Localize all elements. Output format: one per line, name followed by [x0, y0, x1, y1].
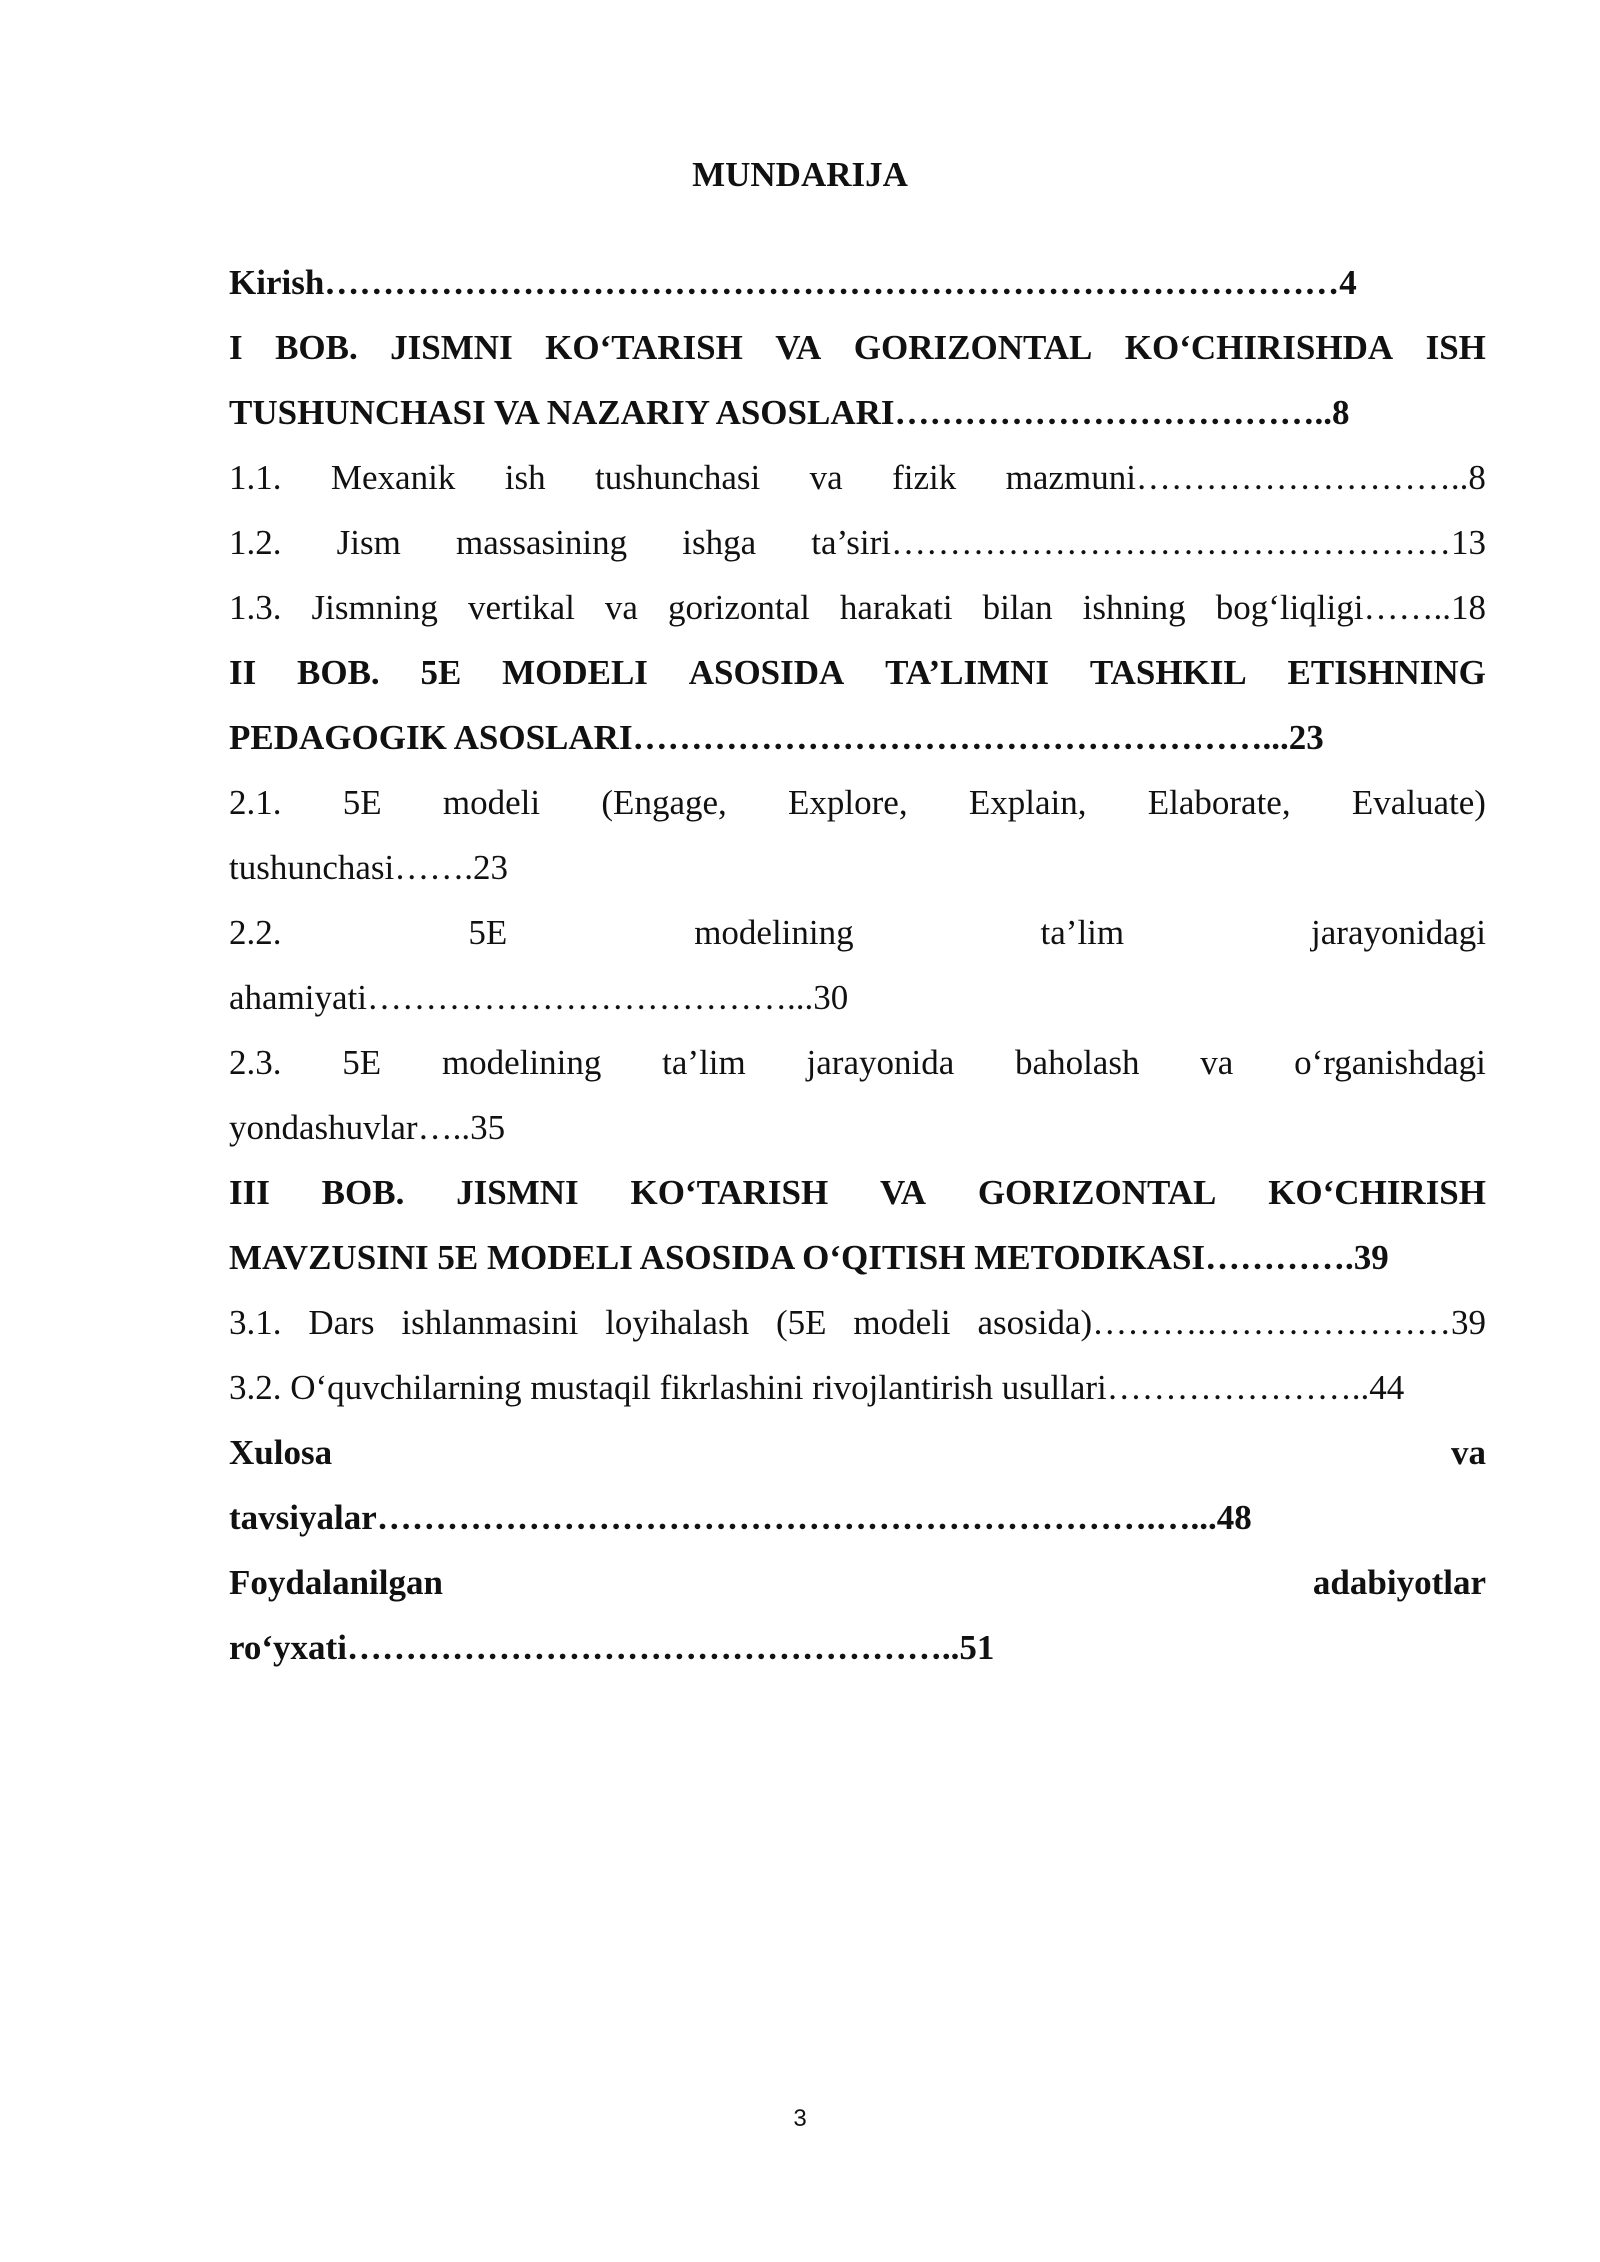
toc-word: KO‘CHIRISH: [1268, 1173, 1486, 1212]
toc-entry-sec-1-3: [229, 583, 1486, 648]
toc-line: [229, 1428, 1486, 1493]
toc-word: 3.1.: [229, 1303, 282, 1342]
toc-word: harakati: [839, 588, 953, 627]
toc-line: [229, 323, 1486, 388]
toc-word: TA’LIMNI: [885, 653, 1050, 692]
toc-line: [229, 1168, 1486, 1233]
toc-word: 5E: [420, 653, 462, 692]
toc-word: bilan: [982, 588, 1053, 627]
toc-word: va: [1200, 1043, 1234, 1082]
toc-word: I: [229, 328, 243, 367]
toc-line: [229, 1363, 1486, 1428]
toc-word: tushunchasi: [595, 458, 761, 497]
toc-word: GORIZONTAL: [853, 328, 1093, 367]
toc-word: yondashuvlar…..35: [229, 1108, 506, 1147]
toc-word: mazmuni………………………..8: [1005, 458, 1486, 497]
toc-word: tavsiyalar………………………………………………………….…...48: [229, 1498, 1252, 1537]
toc-word: (5E: [775, 1303, 827, 1342]
toc-word: Xulosa: [229, 1433, 333, 1472]
toc-line: [229, 648, 1486, 713]
toc-word: va: [604, 588, 638, 627]
toc-line: [229, 778, 1486, 843]
toc-entry-kirish: [229, 258, 1486, 323]
toc-word: asosida)……….…………………39: [977, 1303, 1486, 1342]
toc-word: KO‘CHIRISHDA: [1124, 328, 1394, 367]
toc-word: fizik: [892, 458, 957, 497]
toc-word: va: [809, 458, 843, 497]
toc-entry-sec-2-1: [229, 778, 1486, 908]
toc-line: [229, 908, 1486, 973]
toc-line: [229, 1233, 1486, 1298]
toc-word: TUSHUNCHASI VA NAZARIY ASOSLARI………………………………..8: [229, 393, 1350, 432]
toc-word: GORIZONTAL: [977, 1173, 1217, 1212]
toc-word: Foydalanilgan: [229, 1563, 443, 1602]
toc-word: modelining: [441, 1043, 602, 1082]
toc-line: [229, 258, 1486, 323]
toc-word: Explain,: [968, 783, 1087, 822]
toc-word: ISH: [1425, 328, 1486, 367]
toc-word: modelining: [694, 913, 854, 952]
toc-word: Jismning: [311, 588, 438, 627]
toc-line: [229, 1493, 1486, 1558]
toc-line: [229, 388, 1486, 453]
toc-word: Mexanik: [330, 458, 456, 497]
toc-word: jarayonidagi: [1311, 913, 1486, 952]
toc-word: gorizontal: [667, 588, 810, 627]
toc-word: Explore,: [788, 783, 908, 822]
toc-word: 5E: [342, 783, 382, 822]
toc-line: [229, 1623, 1486, 1688]
toc-line: [229, 843, 1486, 908]
toc-word: baholash: [1015, 1043, 1140, 1082]
toc-line: [229, 583, 1486, 648]
toc-word: va: [1451, 1433, 1486, 1472]
page-title: MUNDARIJA: [692, 155, 908, 194]
toc-word: 1.1.: [229, 458, 282, 497]
toc-line: [229, 1103, 1486, 1168]
toc-word: BOB.: [275, 328, 358, 367]
toc-word: Elaborate,: [1147, 783, 1291, 822]
toc-word: modeli: [853, 1303, 951, 1342]
toc-word: JISMNI: [390, 328, 513, 367]
toc-line: [229, 1298, 1486, 1363]
toc-word: (Engage,: [601, 783, 727, 822]
toc-word: MAVZUSINI 5E MODELI ASOSIDA O‘QITISH METODIKASI………….39: [229, 1238, 1389, 1277]
toc-word: ishga: [682, 523, 757, 562]
toc-entry-adabiyotlar: [229, 1558, 1486, 1688]
toc-word: ishlanmasini: [401, 1303, 579, 1342]
toc-word: Kirish……………………………………………………………………………4: [229, 263, 1357, 302]
toc-entry-sec-1-2: [229, 518, 1486, 583]
toc-word: PEDAGOGIK ASOSLARI………………………………………………...23: [229, 718, 1324, 757]
toc-entry-sec-2-3: [229, 1038, 1486, 1168]
toc-entry-sec-1-1: [229, 453, 1486, 518]
toc-word: bog‘liqligi……..18: [1215, 588, 1486, 627]
toc-word: ETISHNING: [1287, 653, 1486, 692]
toc-entry-sec-3-1: [229, 1298, 1486, 1363]
toc-line: [229, 713, 1486, 778]
toc-word: Evaluate): [1351, 783, 1486, 822]
toc-word: KO‘TARISH: [545, 328, 743, 367]
toc-word: ta’siri…………………………………………13: [811, 523, 1486, 562]
toc-word: III: [229, 1173, 270, 1212]
toc-word: tushunchasi…….23: [229, 848, 509, 887]
toc-word: Jism: [336, 523, 401, 562]
toc-word: vertikal: [467, 588, 575, 627]
toc-word: jarayonida: [806, 1043, 955, 1082]
toc-word: VA: [775, 328, 822, 367]
toc-word: BOB.: [321, 1173, 405, 1212]
toc-word: o‘rganishdagi: [1294, 1043, 1486, 1082]
toc-word: loyihalash: [605, 1303, 750, 1342]
toc-entry-sec-2-2: [229, 908, 1486, 1038]
toc-entry-sec-3-2: [229, 1363, 1486, 1428]
toc-word: ta’lim: [662, 1043, 746, 1082]
toc-word: ahamiyati………………………………...30: [229, 978, 849, 1017]
toc-line: [229, 973, 1486, 1038]
toc-word: 3.2. O‘quvchilarning mustaqil fikrlashini rivojlantirish usullari…………………..44: [229, 1368, 1405, 1407]
toc-entry-bob-3: [229, 1168, 1486, 1298]
toc-word: 2.3.: [229, 1043, 282, 1082]
toc-word: 1.2.: [229, 523, 282, 562]
toc-word: II: [229, 653, 257, 692]
toc-line: [229, 453, 1486, 518]
toc-word: massasining: [455, 523, 628, 562]
toc-word: TASHKIL: [1089, 653, 1247, 692]
toc-line: [229, 1038, 1486, 1103]
toc-word: JISMNI: [456, 1173, 579, 1212]
table-of-contents: [229, 258, 1486, 1688]
toc-word: VA: [879, 1173, 927, 1212]
toc-line: [229, 518, 1486, 583]
toc-word: 5E: [468, 913, 508, 952]
toc-word: ASOSIDA: [688, 653, 845, 692]
toc-word: 1.3.: [229, 588, 282, 627]
toc-word: MODELI: [502, 653, 648, 692]
toc-entry-bob-2: [229, 648, 1486, 778]
toc-entry-bob-1: [229, 323, 1486, 453]
toc-word: 2.2.: [229, 913, 282, 952]
toc-line: [229, 1558, 1486, 1623]
toc-word: 5E: [342, 1043, 382, 1082]
toc-word: ish: [504, 458, 546, 497]
toc-word: KO‘TARISH: [630, 1173, 829, 1212]
toc-entry-xulosa: [229, 1428, 1486, 1558]
toc-word: modeli: [442, 783, 541, 822]
toc-word: adabiyotlar: [1312, 1563, 1486, 1602]
toc-word: BOB.: [297, 653, 380, 692]
page-number: 3: [793, 2105, 807, 2132]
toc-word: 2.1.: [229, 783, 282, 822]
toc-word: ishning: [1082, 588, 1186, 627]
toc-word: Dars: [308, 1303, 375, 1342]
toc-word: ro‘yxati……………………………………………..51: [229, 1628, 995, 1667]
toc-word: ta’lim: [1040, 913, 1125, 952]
